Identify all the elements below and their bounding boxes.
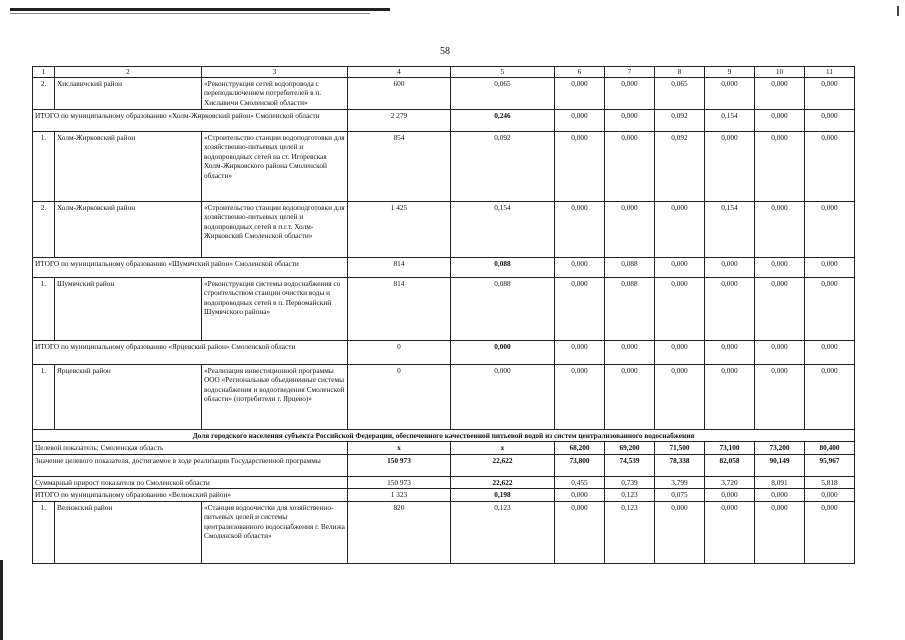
- value-cell: 0,000: [605, 132, 655, 202]
- value-cell: 3,799: [655, 476, 705, 488]
- value-cell: 0,000: [755, 341, 805, 365]
- value-cell: 0,000: [655, 278, 705, 341]
- value-cell: 68,200: [555, 442, 605, 454]
- value-cell: 0,000: [755, 110, 805, 132]
- value-cell: 0,246: [451, 110, 555, 132]
- top-rule: [10, 8, 390, 11]
- project-cell: «Строительство станции водоподготовки для хозяйственно-питьевых целей и водопроводных сетей на ст. Игоревская Холм-Жирковского района Смоленской области»: [202, 132, 348, 202]
- indicator-label: Суммарный прирост показателя по Смоленской области: [33, 476, 348, 488]
- header-cell: 8: [655, 67, 705, 78]
- value-cell: 0,000: [655, 258, 705, 278]
- value-cell: 0,088: [605, 258, 655, 278]
- value-cell: 814: [348, 258, 451, 278]
- value-cell: 0,088: [451, 258, 555, 278]
- value-cell: 0,000: [555, 365, 605, 430]
- table-row: [33, 501, 855, 563]
- value-cell: 150 973: [348, 476, 451, 488]
- value-cell: 1 323: [348, 489, 451, 501]
- value-cell: 854: [348, 132, 451, 202]
- value-cell: 0: [348, 341, 451, 365]
- total-label: ИТОГО по муниципальному образованию «Шумячский район» Смоленской области: [33, 258, 348, 278]
- district-cell: Хиславичский район: [55, 78, 202, 110]
- value-cell: 0,000: [555, 132, 605, 202]
- value-cell: 0,000: [655, 365, 705, 430]
- value-cell: 0,123: [605, 489, 655, 501]
- value-cell: 73,800: [555, 454, 605, 476]
- value-cell: 0,000: [705, 489, 755, 501]
- district-cell: Шумячский район: [55, 278, 202, 341]
- section-title: Доля городского населения субъекта Российской Федерации, обеспеченного качественной питьевой водой из систем централизованного водоснабжения: [33, 430, 855, 442]
- value-cell: 0,123: [605, 501, 655, 563]
- header-cell: 1: [33, 67, 55, 78]
- value-cell: 0,000: [555, 78, 605, 110]
- value-cell: 0,000: [755, 278, 805, 341]
- value-cell: 0,092: [451, 132, 555, 202]
- value-cell: 78,338: [655, 454, 705, 476]
- value-cell: 0,075: [655, 489, 705, 501]
- value-cell: 0,154: [705, 110, 755, 132]
- top-rule-thin: [10, 13, 370, 14]
- value-cell: 0,000: [705, 341, 755, 365]
- header-cell: 4: [348, 67, 451, 78]
- value-cell: 0,000: [655, 202, 705, 258]
- section-row: [33, 430, 855, 442]
- value-cell: 0,154: [705, 202, 755, 258]
- row-number: 1.: [33, 501, 55, 563]
- scan-edge: [0, 560, 3, 640]
- value-cell: 150 973: [348, 454, 451, 476]
- project-cell: «Реконструкция системы водоснабжения со строительством станции очистки воды и водопроводных сетей в п. Первомайский Шумячского района»: [202, 278, 348, 341]
- value-cell: 0,000: [705, 365, 755, 430]
- value-cell: 0,000: [805, 501, 855, 563]
- value-cell: 0,000: [805, 489, 855, 501]
- project-cell: «Строительство станции водоподготовки для хозяйственно-питьевых целей и водопроводных сетей в п.г.т. Холм-Жирковский Смоленской области»: [202, 202, 348, 258]
- value-cell: 0,000: [755, 132, 805, 202]
- table-row: [33, 78, 855, 110]
- value-cell: 0,000: [705, 132, 755, 202]
- value-cell: 3,720: [705, 476, 755, 488]
- table-row: [33, 278, 855, 341]
- value-cell: 80,400: [805, 442, 855, 454]
- indicator-label: Значение целевого показателя, достигаемое в ходе реализации Государственной программы: [33, 454, 348, 476]
- value-cell: х: [451, 442, 555, 454]
- value-cell: 0,000: [451, 365, 555, 430]
- value-cell: 71,500: [655, 442, 705, 454]
- project-cell: «Реализация инвестиционной программы ООО «Региональные объединенные системы водоснабжения и водоотведения Смоленской области» (потребители г. Ярцево)»: [202, 365, 348, 430]
- value-cell: 0,000: [655, 501, 705, 563]
- value-cell: 0,000: [755, 501, 805, 563]
- data-table: [32, 66, 855, 564]
- value-cell: 69,200: [605, 442, 655, 454]
- value-cell: 2 279: [348, 110, 451, 132]
- page-number: 58: [440, 46, 450, 57]
- indicator-row: [33, 454, 855, 476]
- value-cell: 814: [348, 278, 451, 341]
- value-cell: 0,000: [805, 78, 855, 110]
- value-cell: 0,000: [605, 365, 655, 430]
- value-cell: 8,091: [755, 476, 805, 488]
- indicator-row: [33, 476, 855, 488]
- value-cell: 0,000: [555, 341, 605, 365]
- value-cell: 0,000: [755, 489, 805, 501]
- total-row: [33, 110, 855, 132]
- value-cell: 0,000: [755, 78, 805, 110]
- value-cell: 0,198: [451, 489, 555, 501]
- value-cell: 0: [348, 365, 451, 430]
- value-cell: 0,000: [705, 278, 755, 341]
- value-cell: 22,622: [451, 454, 555, 476]
- value-cell: 0,000: [755, 202, 805, 258]
- value-cell: 0,000: [605, 78, 655, 110]
- total-row: [33, 341, 855, 365]
- header-cell: 11: [805, 67, 855, 78]
- header-cell: 3: [202, 67, 348, 78]
- total-row: [33, 258, 855, 278]
- row-number: 1.: [33, 278, 55, 341]
- header-cell: 5: [451, 67, 555, 78]
- value-cell: 0,092: [655, 110, 705, 132]
- value-cell: 22,622: [451, 476, 555, 488]
- district-cell: Холм-Жирковский район: [55, 132, 202, 202]
- value-cell: 0,000: [555, 258, 605, 278]
- value-cell: 0,739: [605, 476, 655, 488]
- district-cell: Холм-Жирковский район: [55, 202, 202, 258]
- value-cell: 0,000: [705, 258, 755, 278]
- value-cell: 0,000: [805, 202, 855, 258]
- total-row: [33, 489, 855, 501]
- value-cell: 0,154: [451, 202, 555, 258]
- value-cell: 73,100: [705, 442, 755, 454]
- value-cell: 600: [348, 78, 451, 110]
- value-cell: 0,000: [805, 132, 855, 202]
- value-cell: 90,149: [755, 454, 805, 476]
- value-cell: 0,000: [705, 501, 755, 563]
- row-number: 2.: [33, 202, 55, 258]
- value-cell: 820: [348, 501, 451, 563]
- value-cell: 0,000: [605, 110, 655, 132]
- value-cell: 5,818: [805, 476, 855, 488]
- value-cell: 0,000: [555, 110, 605, 132]
- indicator-label: Целевой показатель: Смоленская область: [33, 442, 348, 454]
- value-cell: 0,455: [555, 476, 605, 488]
- value-cell: 0,000: [705, 78, 755, 110]
- value-cell: 0,000: [805, 258, 855, 278]
- row-number: 1.: [33, 132, 55, 202]
- value-cell: 0,000: [555, 202, 605, 258]
- value-cell: 74,539: [605, 454, 655, 476]
- value-cell: 0,000: [805, 365, 855, 430]
- row-number: 2.: [33, 78, 55, 110]
- district-cell: Велижский район: [55, 501, 202, 563]
- total-label: ИТОГО по муниципальному образованию «Холм-Жирковский район» Смоленской области: [33, 110, 348, 132]
- value-cell: 0,000: [451, 341, 555, 365]
- value-cell: 0,000: [555, 278, 605, 341]
- value-cell: 0,088: [451, 278, 555, 341]
- scan-mark: [897, 6, 899, 16]
- row-number: 1.: [33, 365, 55, 430]
- table-row: [33, 365, 855, 430]
- value-cell: 0,065: [451, 78, 555, 110]
- value-cell: х: [348, 442, 451, 454]
- value-cell: 0,000: [655, 341, 705, 365]
- value-cell: 95,967: [805, 454, 855, 476]
- value-cell: 0,000: [605, 202, 655, 258]
- district-cell: Ярцевский район: [55, 365, 202, 430]
- header-cell: 7: [605, 67, 655, 78]
- total-label: ИТОГО по муниципальному образованию «Ярцевский район» Смоленской области: [33, 341, 348, 365]
- value-cell: 73,200: [755, 442, 805, 454]
- table-row: [33, 132, 855, 202]
- value-cell: 0,092: [655, 132, 705, 202]
- header-cell: 2: [55, 67, 202, 78]
- value-cell: 0,000: [805, 278, 855, 341]
- value-cell: 0,000: [805, 341, 855, 365]
- project-cell: «Станция водоочистки для хозяйственно-питьевых целей и системы централизованного водоснабжения г. Велижа Смоленской области»: [202, 501, 348, 563]
- header-cell: 6: [555, 67, 605, 78]
- value-cell: 0,000: [605, 341, 655, 365]
- value-cell: 0,000: [755, 258, 805, 278]
- header-cell: 9: [705, 67, 755, 78]
- value-cell: 0,088: [605, 278, 655, 341]
- value-cell: 0,000: [755, 365, 805, 430]
- value-cell: 82,058: [705, 454, 755, 476]
- total-label: ИТОГО по муниципальному образованию «Велижский район»: [33, 489, 348, 501]
- value-cell: 0,065: [655, 78, 705, 110]
- value-cell: 0,000: [555, 501, 605, 563]
- value-cell: 0,123: [451, 501, 555, 563]
- project-cell: «Реконструкция сетей водопровода с переподключением потребителей в п. Хиславичи Смоленской области»: [202, 78, 348, 110]
- indicator-row: [33, 442, 855, 454]
- value-cell: 0,000: [805, 110, 855, 132]
- header-row: [33, 67, 855, 78]
- value-cell: 0,000: [555, 489, 605, 501]
- header-cell: 10: [755, 67, 805, 78]
- table-row: [33, 202, 855, 258]
- value-cell: 1 425: [348, 202, 451, 258]
